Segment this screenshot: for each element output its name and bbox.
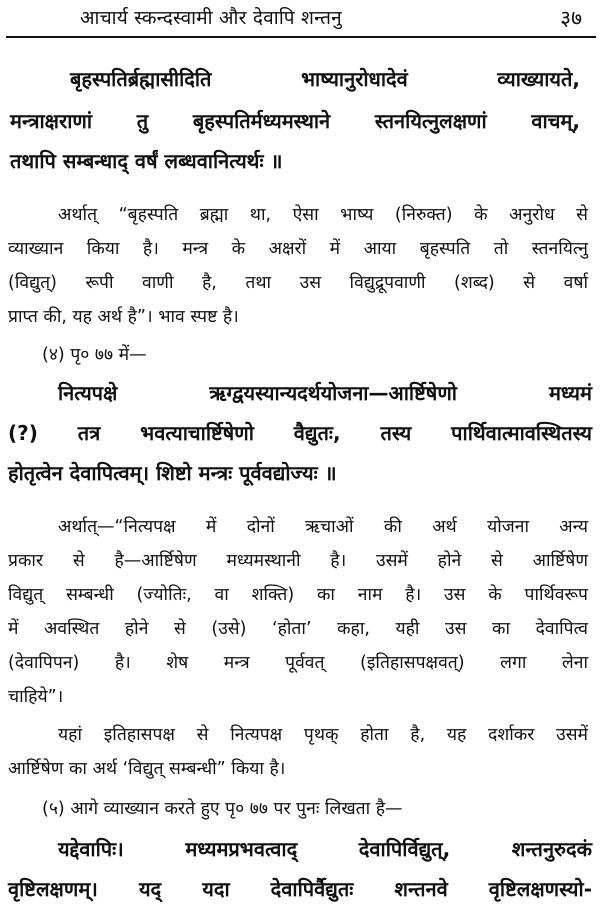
hindi-line: अर्थात् “बृहस्पति ब्रह्मा था, ऐसा भाष्य (निरुक्त) के अनुरोध से <box>58 205 588 225</box>
hindi-line: अर्थात्—“नित्यपक्ष में दोनों ऋचाओं की अर्थ योजना अन्य <box>58 517 588 537</box>
hindi-line: आर्ष्टिषेण का अर्थ ‘विद्युत् सम्बन्धी” किया है। <box>8 759 286 779</box>
page-number: ३७ <box>560 6 582 30</box>
hindi-line: (देवापिपन) है। शेष मन्त्र पूर्ववत् (इतिहासपक्षवत्) लगा लेना <box>8 653 588 673</box>
hindi-line: विद्युत् सम्बन्धी (ज्योतिः, वा शक्ति) का नाम है। उस के पार्थिवरूप <box>8 585 588 605</box>
sanskrit-line: मन्त्राक्षराणां तु बृहस्पतिर्मध्यमस्थाने स्तनयित्नुलक्षणां वाचम्, <box>10 109 580 133</box>
header-title: आचार्य स्कन्दस्वामी और देवापि शन्तनु <box>80 7 342 29</box>
sanskrit-line: यद्देवापिः। मध्यमप्रभवत्वाद् देवापिर्विद्युत्, शन्तनुरुदकं <box>58 837 592 861</box>
hindi-line: व्याख्यान किया है। मन्त्र के अक्षरों में आया बृहस्पति तो स्तनयित्नु <box>8 239 588 259</box>
hindi-line: प्रकार से है—आर्ष्टिषेण मध्यमस्थानी है। उसमें होने से आर्ष्टिषेण <box>8 551 588 571</box>
section-heading: (४) पृ० ७७ में— <box>42 345 147 365</box>
hindi-line: चाहिये”। <box>8 687 64 707</box>
sanskrit-line: (?) तत्र भवत्याचार्ष्टिषेणो वैद्युतः, तस्य पार्थिवात्मावस्थितस्य <box>8 421 592 445</box>
hindi-line: में अवस्थित होने से (उसे) ‘होता’ कहा, यही उस का देवापित्व <box>8 619 588 639</box>
sanskrit-line: तथापि सम्बन्धाद् वर्षं लब्धवानित्यर्थः ॥ <box>10 149 283 173</box>
sanskrit-line: होतृत्वेन देवापित्वम्। शिष्टो मन्त्रः पूर्ववद्योज्यः ॥ <box>8 461 337 485</box>
hindi-line: प्राप्त की, यह अर्थ है”। भाव स्पष्ट है। <box>8 307 239 327</box>
hindi-line: (विद्युत्) रूपी वाणी है, तथा उस विद्युद्रूपवाणी (शब्द) से वर्षा <box>8 273 588 293</box>
sanskrit-line: नित्यपक्षे ऋग्द्वयस्यान्यदर्थयोजना—आर्ष्टिषेणो मध्यमं <box>58 381 592 405</box>
hindi-line: यहां इतिहासपक्ष से नित्यपक्ष पृथक् होता है, यह दर्शाकर उसमें <box>58 725 588 745</box>
header-rule <box>6 36 596 38</box>
running-header <box>80 4 600 40</box>
sanskrit-line: बृहस्पतिर्ब्रह्मासीदिति भाष्यानुरोधादेवं व्याख्यायते, <box>70 67 580 91</box>
section-heading: (५) आगे व्याख्यान करते हुए पृ० ७७ पर पुनः लिखता है— <box>42 799 403 819</box>
sanskrit-line: वृष्टिलक्षणम्। यद् यदा देवापिर्वैद्युतः शन्तनवे वृष्टिलक्षणस्यो- <box>8 877 592 901</box>
